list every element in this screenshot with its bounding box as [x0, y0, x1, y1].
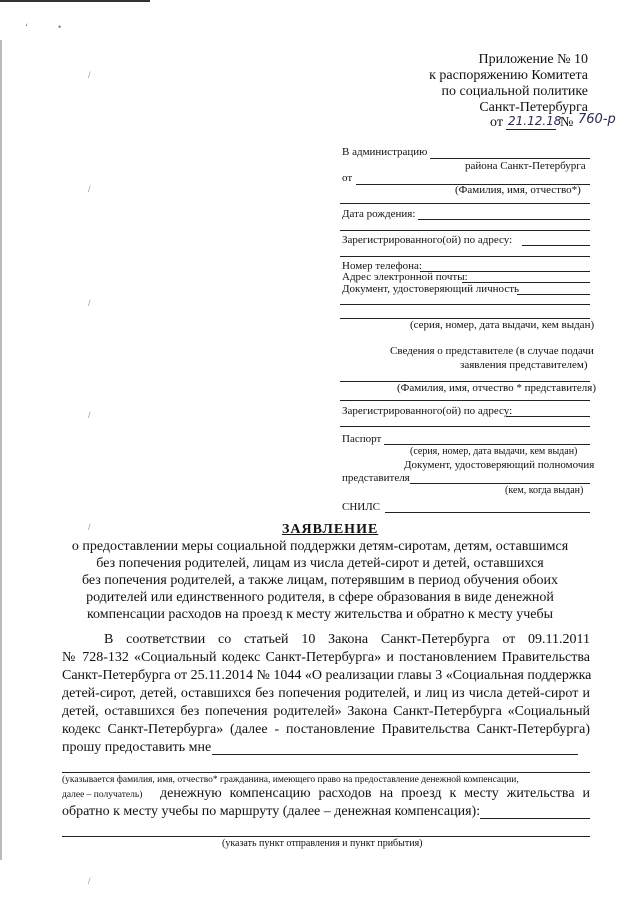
- authority-document-label: Документ, удостоверяющий полномочия: [404, 459, 595, 471]
- snils-field[interactable]: [385, 512, 590, 513]
- blank-line: [340, 400, 590, 401]
- representative-info-subtitle: заявления представителем): [460, 359, 588, 371]
- issued-by-hint: (кем, когда выдан): [505, 485, 584, 496]
- recipient-hint: (указывается фамилия, имя, отчество* гражданина, имеющего право на предоставление денежной компенсации,: [62, 775, 519, 785]
- administration-field[interactable]: [430, 158, 590, 159]
- representative-address-field-2[interactable]: [340, 426, 590, 427]
- body-line: детей-сирот, детей, оставшихся без попечения родителей, и лиц из числа детей-сирот и: [62, 686, 590, 701]
- body-line: детей, оставшихся без попечения родителей» Закона Санкт-Петербурга «Социальный: [62, 704, 590, 719]
- scan-speck: •: [58, 22, 62, 32]
- id-document-label: Документ, удостоверяющий личность: [342, 283, 520, 295]
- scan-speck: /: [88, 410, 91, 420]
- scan-speck: /: [88, 876, 91, 886]
- recipient-field-2[interactable]: [62, 772, 590, 773]
- snils-label: СНИЛС: [342, 501, 381, 513]
- appendix-city: Санкт-Петербурга: [479, 100, 588, 115]
- scan-speck: /: [88, 298, 91, 308]
- appendix-order: к распоряжению Комитета: [429, 68, 588, 83]
- birth-date-field[interactable]: [418, 219, 590, 220]
- subject-line: о предоставлении меры социальной поддержки детям-сиротам, детям, оставшимся: [71, 539, 569, 554]
- email-label: Адрес электронной почты:: [342, 271, 468, 283]
- appendix-num-label: №: [560, 115, 574, 130]
- fio-hint: (Фамилия, имя, отчество*): [455, 184, 581, 196]
- registered-address-field-2[interactable]: [340, 256, 590, 257]
- representative-address-field[interactable]: [506, 416, 590, 417]
- series-hint: (серия, номер, дата выдачи, кем выдан): [410, 319, 595, 331]
- representative-fio-hint: (Фамилия, имя, отчество * представителя): [397, 382, 596, 394]
- subject-line: без попечения родителей, лицам из числа детей-сирот и детей, оставшихся: [96, 556, 544, 571]
- handwritten-date: 21.12.18: [508, 114, 562, 128]
- route-hint: (указать пункт отправления и пункт прибытия): [222, 838, 423, 849]
- to-administration-label: В администрацию: [342, 146, 428, 158]
- recipient-hint-2: далее – получатель): [62, 790, 143, 800]
- appendix-date-label: от: [490, 115, 503, 130]
- scan-top-border: [0, 0, 150, 2]
- statement-title: ЗАЯВЛЕНИЕ: [282, 522, 379, 537]
- recipient-field[interactable]: [212, 754, 578, 755]
- id-document-field-2[interactable]: [340, 304, 590, 305]
- compensation-text-2: обратно к месту учебы по маршруту (далее – денежная компенсация):: [62, 804, 481, 819]
- from-label: от: [342, 172, 353, 184]
- registered-address-field[interactable]: [522, 245, 590, 246]
- request-text: прошу предоставить мне: [62, 740, 212, 755]
- applicant-name-field-2[interactable]: [340, 203, 590, 204]
- subject-line: компенсации расходов на проезд к месту жительства и обратно к месту учебы: [86, 607, 554, 622]
- scan-speck: /: [88, 70, 91, 80]
- route-field-2[interactable]: [62, 836, 590, 837]
- registered-address-label: Зарегистрированного(ой) по адресу:: [342, 234, 513, 246]
- representative-info-title: Сведения о представителе (в случае подачи: [390, 345, 594, 357]
- authority-document-field[interactable]: [410, 483, 590, 484]
- handwritten-number: 760-р: [578, 112, 616, 127]
- scan-speck: /: [88, 184, 91, 194]
- phone-label: Номер телефона:: [342, 260, 422, 272]
- scan-speck: ‘: [25, 22, 28, 32]
- appendix-number: Приложение № 10: [478, 52, 588, 67]
- route-field[interactable]: [480, 818, 590, 819]
- passport-label: Паспорт: [342, 433, 382, 445]
- blank-line: [340, 230, 590, 231]
- birth-date-label: Дата рождения:: [342, 208, 416, 220]
- representative-address-label: Зарегистрированного(ой) по адресу:: [342, 405, 513, 417]
- body-line: В соответствии со статьей 10 Закона Санкт-Петербурга от 09.11.2011: [104, 632, 590, 647]
- body-line: Санкт-Петербурга от 25.11.2014 № 1044 «О реализации главы 3 «Социальная поддержка: [62, 668, 592, 683]
- representative-label: представителя: [342, 472, 410, 484]
- body-line: кодекс Санкт-Петербурга» (далее - постановление Правительства Санкт-Петербурга): [62, 722, 590, 737]
- compensation-text: денежную компенсацию расходов на проезд к месту жительства и: [160, 786, 590, 801]
- scan-speck: /: [88, 522, 91, 532]
- subject-line: родителей или единственного родителя, в сфере образования в виде денежной: [86, 590, 554, 605]
- passport-hint: (серия, номер, дата выдачи, кем выдан): [410, 446, 578, 457]
- subject-line: без попечения родителей, а также лицам, потерявшим в период обучения обоих: [81, 573, 559, 588]
- passport-field[interactable]: [384, 444, 590, 445]
- body-line: № 728-132 «Социальный кодекс Санкт-Петербурга» и постановлением Правительства: [62, 650, 590, 665]
- district-caption: района Санкт-Петербурга: [465, 160, 586, 172]
- scan-left-edge: [0, 40, 2, 860]
- id-document-field[interactable]: [517, 294, 590, 295]
- date-underline: [506, 129, 556, 130]
- appendix-committee: по социальной политике: [441, 84, 588, 99]
